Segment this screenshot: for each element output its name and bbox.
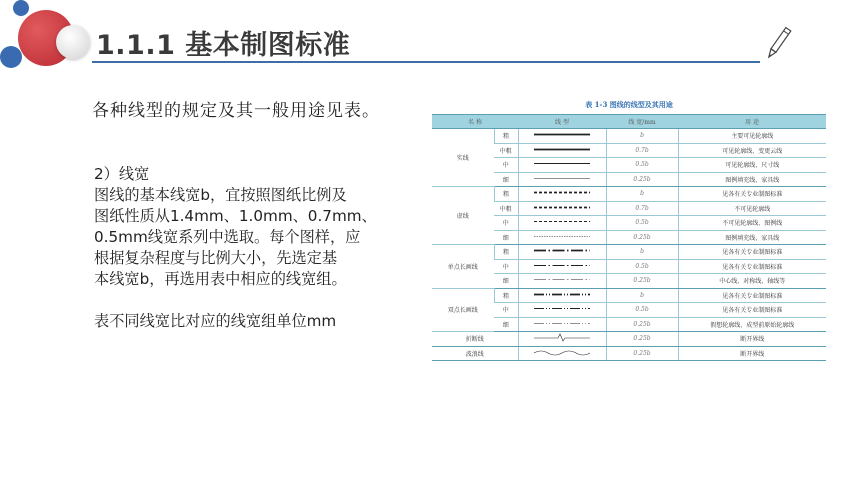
line-type-name: 双点长画线 [432, 288, 494, 332]
line-width-value: 0.5b [606, 158, 678, 173]
line-sample [532, 174, 592, 183]
table-header-cell: 线 型 [518, 115, 606, 129]
line-sample-cell [518, 230, 606, 245]
line-type-name: 单点长画线 [432, 245, 494, 289]
line-width-value: 0.25b [606, 172, 678, 187]
line-weight: 细 [494, 274, 518, 289]
intro-text: 各种线型的规定及其一般用途见表。 [92, 101, 380, 121]
table-header-cell: 用 途 [678, 115, 826, 129]
line-sample-cell [518, 259, 606, 274]
line-width-value: 0.5b [606, 259, 678, 274]
body-line: 0.5mm线宽系列中选取。每个图样，应 [94, 228, 361, 246]
line-weight: 中 [494, 158, 518, 173]
line-sample [532, 130, 592, 139]
title-divider [92, 61, 760, 63]
line-sample [532, 333, 592, 342]
line-sample-cell [518, 143, 606, 158]
table-note: 表不同线宽比对应的线宽组单位mm [94, 312, 337, 330]
page-title: 1.1.1 基本制图标准 [96, 30, 351, 61]
line-sample-cell [518, 172, 606, 187]
line-sample-cell [518, 158, 606, 173]
line-width-value: b [606, 129, 678, 144]
line-sample [532, 203, 592, 212]
line-sample-cell [518, 216, 606, 231]
table-header-row [432, 115, 826, 129]
line-weight: 细 [494, 172, 518, 187]
line-sample-cell [518, 245, 606, 260]
line-width-value: 0.5b [606, 303, 678, 318]
line-weight: 粗 [494, 129, 518, 144]
line-usage: 可见轮廓线、变更云线 [678, 143, 826, 158]
line-type-name: 虚线 [432, 187, 494, 245]
pencil-icon [762, 24, 794, 64]
line-usage: 中心线、对称线、轴线等 [678, 274, 826, 289]
line-width-value: 0.5b [606, 216, 678, 231]
line-usage: 断开界线 [678, 346, 826, 361]
line-sample-cell [518, 346, 606, 361]
table-caption: 表 1-3 图线的线型及其用途 [585, 100, 673, 109]
line-width-value: b [606, 288, 678, 303]
line-sample [532, 246, 592, 255]
line-width-value: 0.7b [606, 143, 678, 158]
line-usage: 见各有关专业制图标准 [678, 187, 826, 202]
body-line: 2）线宽 [94, 165, 150, 183]
line-usage: 假想轮廓线、成型前原始轮廓线 [678, 317, 826, 332]
line-sample-cell [518, 288, 606, 303]
line-sample-cell [518, 274, 606, 289]
line-weight: 细 [494, 317, 518, 332]
line-sample [532, 304, 592, 313]
line-usage: 见各有关专业制图标准 [678, 303, 826, 318]
line-width-value: b [606, 187, 678, 202]
body-line: 本线宽b，再选用表中相应的线宽组。 [94, 270, 347, 288]
table-header-cell: 名 称 [432, 115, 518, 129]
line-type-name: 折断线 [432, 332, 518, 347]
line-sample-cell [518, 332, 606, 347]
line-sample [532, 319, 592, 328]
line-usage: 不可见轮廓线、图例线 [678, 216, 826, 231]
line-width-description [94, 164, 414, 332]
line-type-table [432, 98, 826, 384]
line-sample [532, 290, 592, 299]
decor-circle-blue [0, 46, 22, 68]
line-sample-cell [518, 187, 606, 202]
line-usage: 主要可见轮廓线 [678, 129, 826, 144]
line-weight: 中粗 [494, 143, 518, 158]
line-weight: 粗 [494, 245, 518, 260]
line-weight: 粗 [494, 187, 518, 202]
line-sample [532, 275, 592, 284]
line-sample-cell [518, 317, 606, 332]
line-type-name: 波浪线 [432, 346, 518, 361]
line-sample-cell [518, 129, 606, 144]
line-weight: 粗 [494, 288, 518, 303]
table-header-cell: 线 宽/mm [606, 115, 678, 129]
line-width-value: 0.25b [606, 346, 678, 361]
table-row [432, 332, 826, 347]
line-sample [532, 145, 592, 154]
line-weight: 中 [494, 259, 518, 274]
table-row [432, 245, 826, 260]
body-line: 图纸性质从1.4mm、1.0mm、0.7mm、 [94, 207, 377, 225]
line-weight: 中 [494, 303, 518, 318]
line-width-value: b [606, 245, 678, 260]
table-row [432, 288, 826, 303]
line-usage: 图例填充线、家具线 [678, 230, 826, 245]
line-sample [532, 261, 592, 270]
line-weight: 细 [494, 230, 518, 245]
table-row [432, 129, 826, 144]
decor-circle-blue-small [13, 0, 29, 16]
line-sample [532, 232, 592, 241]
decor-circle-grey [56, 25, 90, 59]
line-usage: 可见轮廓线、尺寸线 [678, 158, 826, 173]
line-width-value: 0.25b [606, 317, 678, 332]
line-usage: 不可见轮廓线 [678, 201, 826, 216]
line-usage: 断开界线 [678, 332, 826, 347]
line-sample-cell [518, 201, 606, 216]
line-width-value: 0.25b [606, 230, 678, 245]
line-sample [532, 159, 592, 168]
line-usage: 见各有关专业制图标准 [678, 288, 826, 303]
line-width-value: 0.7b [606, 201, 678, 216]
table-row [432, 187, 826, 202]
line-sample-cell [518, 303, 606, 318]
line-width-value: 0.25b [606, 332, 678, 347]
table-row [432, 346, 826, 361]
line-sample [532, 217, 592, 226]
line-usage: 见各有关专业制图标准 [678, 245, 826, 260]
body-line: 图线的基本线宽b，宜按照图纸比例及 [94, 186, 347, 204]
line-sample [532, 348, 592, 357]
line-usage: 图例填充线、家具线 [678, 172, 826, 187]
body-line: 根据复杂程度与比例大小，先选定基 [94, 249, 337, 267]
line-sample [532, 188, 592, 197]
line-type-name: 实线 [432, 129, 494, 187]
line-usage: 见各有关专业制图标准 [678, 259, 826, 274]
line-width-value: 0.25b [606, 274, 678, 289]
line-weight: 中 [494, 216, 518, 231]
line-weight: 中粗 [494, 201, 518, 216]
